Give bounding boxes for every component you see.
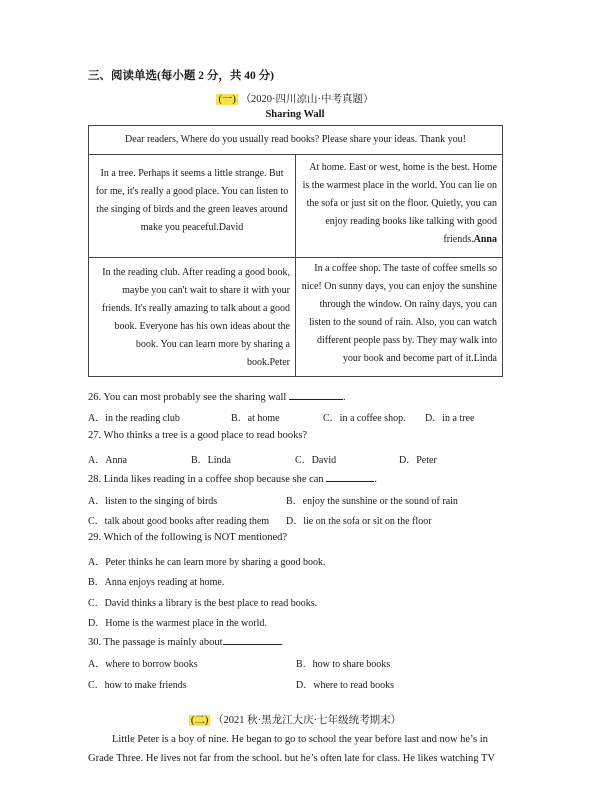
answer-blank xyxy=(223,634,281,645)
passage2-source: （2021 秋·黑龙江大庆·七年级统考期末） xyxy=(213,715,402,726)
q27-option-a[interactable]: A．Anna xyxy=(88,455,127,466)
q30-option-b[interactable]: B．how to share books xyxy=(296,659,391,670)
q30-option-c[interactable]: C．how to make friends xyxy=(88,680,187,691)
david-post xyxy=(89,155,296,258)
question-26-stem: 26. You can most probably see the sharing wall xyxy=(88,392,287,403)
passage1-source-line xyxy=(0,91,590,106)
sharing-wall-table xyxy=(88,125,503,377)
q30-option-d[interactable]: D．where to read books xyxy=(296,680,395,691)
peter-name: Peter xyxy=(269,357,290,368)
sharing-wall-header: Dear readers, Where do you usually read books? Please share your ideas. Thank you! xyxy=(89,126,503,155)
peter-post xyxy=(89,258,296,377)
anna-post-text: At home. East or west, home is the best. Home is the warmest place in the world. You can lie on the sofa or just sit on the floor. Quietly, you can enjoy reading books like talking with good friends. xyxy=(302,162,497,245)
peter-post-text: In the reading club. After reading a good book, maybe you can't wait to share it with your friends. It's really amazing to talk about a good book. Everyone has his own ideas about the book. You can learn more by sharing a book. xyxy=(101,267,290,368)
question-26-end: . xyxy=(342,392,346,403)
question-27-stem: 27. Who thinks a tree is a good place to read books? xyxy=(88,430,308,441)
passage1-tag: (一) xyxy=(218,94,236,105)
passage2-text: Little Peter is a boy of nine. He began to go to school the year before last and now he’s in Grade Three. He lives not far from the school. but he’s often late for class. He likes watching TV xyxy=(88,734,495,764)
q26-option-d[interactable]: D．in a tree xyxy=(425,413,475,424)
q28-option-b[interactable]: B．enjoy the sunshine or the sound of rain xyxy=(286,496,458,507)
anna-post xyxy=(296,155,503,258)
question-29-stem: 29. Which of the following is NOT mentioned? xyxy=(88,532,288,543)
passage2-tag: (二) xyxy=(190,715,209,726)
question-28 xyxy=(88,471,377,485)
answer-blank xyxy=(326,471,374,482)
question-28-end: . xyxy=(374,474,377,485)
linda-post xyxy=(296,258,503,377)
section-heading: 三、阅读单选(每小题 2 分，共 40 分) xyxy=(88,70,274,82)
q30-option-a[interactable]: A．where to borrow books xyxy=(88,659,198,670)
david-name: David xyxy=(218,222,244,233)
anna-name: Anna xyxy=(473,234,497,245)
passage1-source: （2020·四川凉山·中考真题） xyxy=(240,94,374,105)
linda-name: Linda xyxy=(473,353,497,364)
q28-option-d[interactable]: D．lie on the sofa or sit on the floor xyxy=(286,516,432,527)
question-30-end: . xyxy=(280,637,284,648)
question-28-stem: 28. Linda likes reading in a coffee shop because she can xyxy=(88,474,324,485)
q29-option-d[interactable]: D．Home is the warmest place in the world. xyxy=(88,618,267,629)
question-30 xyxy=(88,634,283,648)
passage2-source-line xyxy=(0,712,590,727)
question-30-stem: 30. The passage is mainly about xyxy=(88,637,223,648)
q29-option-c[interactable]: C．David thinks a library is the best place to read books. xyxy=(88,598,318,609)
q27-option-c[interactable]: C．David xyxy=(295,455,337,466)
q28-option-a[interactable]: A．listen to the singing of birds xyxy=(88,496,218,507)
q29-option-b[interactable]: B．Anna enjoys reading at home. xyxy=(88,577,225,588)
q29-option-a[interactable]: A．Peter thinks he can learn more by sharing a good book. xyxy=(88,557,326,568)
answer-blank xyxy=(289,389,343,400)
linda-post-text: In a coffee shop. The taste of coffee smells so nice! On sunny days, you can enjoy the sunshine through the window. On rainy days, you can listen to the sound of rain. Also, you can watch different people pass by. They may walk into your book and become part of it. xyxy=(301,263,497,364)
q27-option-d[interactable]: D．Peter xyxy=(399,455,437,466)
question-26 xyxy=(88,389,346,403)
q26-option-a[interactable]: A．in the reading club xyxy=(88,413,180,424)
david-post-text: In a tree. Perhaps it seems a little strange. But for me, it's really a good place. You can listen to the singing of birds and the green leaves around make you peaceful. xyxy=(95,168,289,233)
q26-option-c[interactable]: C．in a coffee shop. xyxy=(323,413,406,424)
passage1-title: Sharing Wall xyxy=(265,109,325,120)
q26-option-b[interactable]: B．at home xyxy=(231,413,280,424)
q28-option-c[interactable]: C．talk about good books after reading them xyxy=(88,516,270,527)
q27-option-b[interactable]: B．Linda xyxy=(191,455,231,466)
